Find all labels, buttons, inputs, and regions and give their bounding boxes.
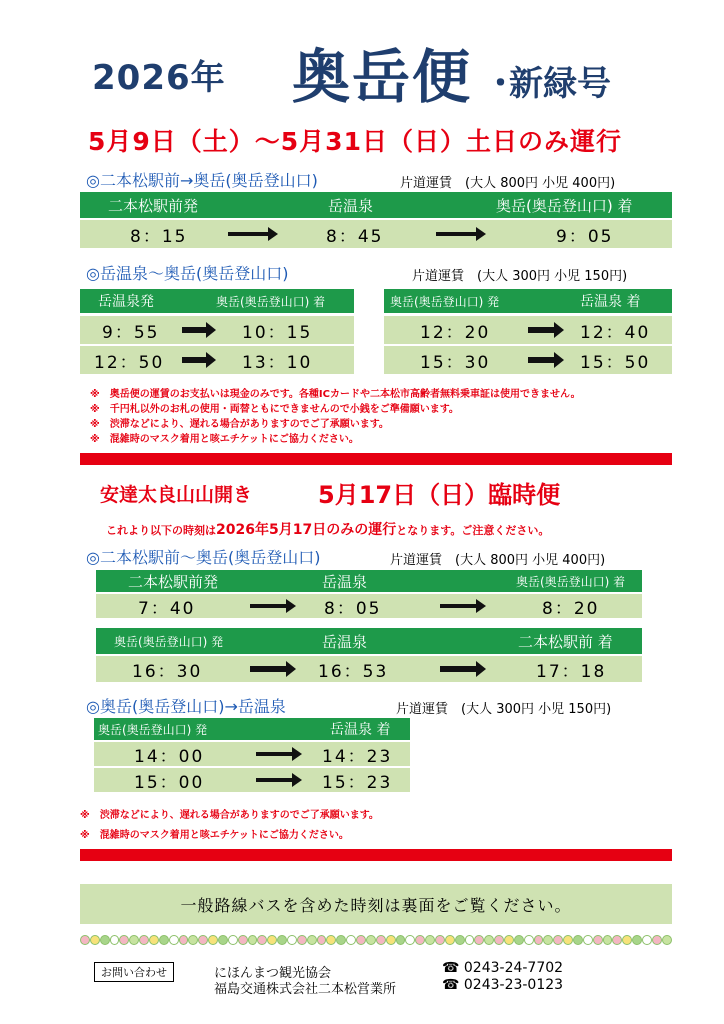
route3-h2-1: 岳温泉 <box>322 632 368 651</box>
route2-rh1: 岳温泉 着 <box>580 294 641 310</box>
flower-icon <box>622 935 632 945</box>
flower-icon <box>139 935 149 945</box>
route3-h1-1: 岳温泉 <box>322 572 368 591</box>
route4-title: ◎奥岳(奥岳登山口)→岳温泉 <box>86 697 286 716</box>
route4-r1-1: 15：23 <box>322 772 393 793</box>
flower-icon <box>376 935 386 945</box>
flower-icon <box>405 935 415 945</box>
flower-icon <box>425 935 435 945</box>
flower-icon <box>573 935 583 945</box>
route3-header-2 <box>96 628 642 654</box>
flower-icon <box>632 935 642 945</box>
flower-icon <box>386 935 396 945</box>
route3-r1-2: 8：20 <box>542 598 600 619</box>
flower-icon <box>445 935 455 945</box>
flower-icon <box>484 935 494 945</box>
flower-icon <box>198 935 208 945</box>
flower-icon <box>326 935 336 945</box>
arrow-icon <box>436 232 478 236</box>
flower-icon <box>346 935 356 945</box>
arrow-icon <box>182 357 208 363</box>
route3-r2-1: 16：53 <box>318 661 389 682</box>
arrow-icon <box>182 327 208 333</box>
route3-h2-0: 奥岳(奥岳登山口) 発 <box>114 634 224 649</box>
flower-icon <box>642 935 652 945</box>
flower-icon <box>188 935 198 945</box>
flower-icon <box>307 935 317 945</box>
event-date: 5月17日（日）臨時便 <box>318 481 561 509</box>
arrow-icon <box>528 357 556 363</box>
flower-icon <box>652 935 662 945</box>
route2-r1-0: 15：30 <box>420 352 491 373</box>
run-period: 5月9日（土）～5月31日（日）土日のみ運行 <box>88 127 622 156</box>
route1-t1: 8：45 <box>326 226 384 247</box>
flower-icon <box>218 935 228 945</box>
flower-icon <box>149 935 159 945</box>
route4-r0-1: 14：23 <box>322 746 393 767</box>
flower-icon <box>277 935 287 945</box>
route3-r1-1: 8：05 <box>324 598 382 619</box>
route2-lh1: 奥岳(奥岳登山口) 着 <box>216 294 326 309</box>
route4-r1-0: 15：00 <box>134 772 205 793</box>
event-subtitle <box>106 519 549 539</box>
route2-r1-1: 15：50 <box>580 352 651 373</box>
flower-icon <box>159 935 169 945</box>
route4-r0-0: 14：00 <box>134 746 205 767</box>
route2-fare: 片道運賃 (大人 300円 小児 150円) <box>412 269 628 284</box>
inquiry-label: お問い合わせ <box>94 962 174 982</box>
flower-icon <box>119 935 129 945</box>
route3-r1-0: 7：40 <box>138 598 196 619</box>
see-back-banner: 一般路線バスを含めた時刻は裏面をご覧ください。 <box>80 884 672 924</box>
route3-title: ◎二本松駅前～奥岳(奥岳登山口) <box>86 548 321 567</box>
flower-icon <box>494 935 504 945</box>
flower-icon <box>90 935 100 945</box>
route1-t0: 8：15 <box>130 226 188 247</box>
event-sub-b: 2026年5月17日のみの運行 <box>216 522 397 538</box>
route2-title: ◎岳温泉～奥岳(奥岳登山口) <box>86 264 289 283</box>
route2-right-row-2 <box>384 346 672 374</box>
flower-icon <box>208 935 218 945</box>
route2-l1-0: 12：50 <box>94 352 165 373</box>
route1-t2: 9：05 <box>556 226 614 247</box>
route1-h0: 二本松駅前発 <box>108 196 199 215</box>
flower-icon <box>583 935 593 945</box>
flower-border-decoration <box>80 930 672 950</box>
flower-icon <box>524 935 534 945</box>
title-year: 2026年 <box>92 58 226 98</box>
route2-l0-1: 10：15 <box>242 322 313 343</box>
flower-icon <box>179 935 189 945</box>
route2-left-row-2 <box>80 346 354 374</box>
route2-l0-0: 9：55 <box>102 322 160 343</box>
tel-tourism: ☎ 0243-24-7702 <box>442 960 564 976</box>
flower-icon <box>80 935 90 945</box>
route3-row-2 <box>96 656 642 682</box>
flower-icon <box>336 935 346 945</box>
route2-right-header <box>384 289 672 313</box>
route2-l1-1: 13：10 <box>242 352 313 373</box>
flower-icon <box>455 935 465 945</box>
flower-icon <box>612 935 622 945</box>
org-bus: 福島交通株式会社二本松営業所 <box>214 982 397 997</box>
title-main: 奥岳便 <box>292 43 473 111</box>
route2-lh0: 岳温泉発 <box>98 294 154 310</box>
flower-icon <box>238 935 248 945</box>
route1-header-row <box>80 192 672 218</box>
flower-icon <box>563 935 573 945</box>
arrow-icon <box>250 604 288 608</box>
flower-icon <box>248 935 258 945</box>
flower-icon <box>534 935 544 945</box>
flower-icon <box>356 935 366 945</box>
flower-icon <box>603 935 613 945</box>
note1-0: ※ 奥岳便の運賃のお支払いは現金のみです。各種ICカードや二本松市高齢者無料乗車証は使用できません。 <box>90 389 581 400</box>
arrow-icon <box>250 666 288 672</box>
route3-h1-0: 二本松駅前発 <box>128 572 219 591</box>
arrow-icon <box>256 778 294 782</box>
event-sub-c: となります。ご注意ください。 <box>396 524 550 537</box>
note1-2: ※ 渋滞などにより、遅れる場合がありますのでご了承願います。 <box>90 419 389 430</box>
flower-icon <box>110 935 120 945</box>
org-tourism: にほんまつ観光協会 <box>214 966 332 981</box>
flower-icon <box>662 935 672 945</box>
route4-h1: 岳温泉 着 <box>330 722 391 738</box>
title-sub: ･新緑号 <box>492 64 611 104</box>
flower-icon <box>317 935 327 945</box>
route3-h1-2: 奥岳(奥岳登山口) 着 <box>516 574 626 589</box>
event-sub-a: これより以下の時刻は <box>106 524 216 537</box>
flower-icon <box>257 935 267 945</box>
flower-icon <box>396 935 406 945</box>
flower-icon <box>435 935 445 945</box>
route4-fare: 片道運賃 (大人 300円 小児 150円) <box>396 702 612 717</box>
route2-right-row-1 <box>384 316 672 344</box>
route3-fare: 片道運賃 (大人 800円 小児 400円) <box>390 553 606 568</box>
route1-title: ◎二本松駅前→奥岳(奥岳登山口) <box>86 171 318 190</box>
route2-rh0: 奥岳(奥岳登山口) 発 <box>390 294 500 309</box>
note1-3: ※ 混雑時のマスク着用と咳エチケットにご協力ください。 <box>90 434 359 445</box>
flower-icon <box>474 935 484 945</box>
divider-red-2 <box>80 849 672 861</box>
note2-0: ※ 渋滞などにより、遅れる場合がありますのでご了承願います。 <box>80 810 379 821</box>
route3-header-1 <box>96 570 642 592</box>
tel-bus: ☎ 0243-23-0123 <box>442 977 564 993</box>
route2-left-header <box>80 289 354 313</box>
route3-r2-2: 17：18 <box>536 661 607 682</box>
arrow-icon <box>440 666 478 672</box>
flower-icon <box>228 935 238 945</box>
arrow-icon <box>256 752 294 756</box>
route3-row-1 <box>96 594 642 618</box>
route2-left-row-1 <box>80 316 354 344</box>
flower-icon <box>543 935 553 945</box>
flower-icon <box>287 935 297 945</box>
note2-1: ※ 混雑時のマスク着用と咳エチケットにご協力ください。 <box>80 830 349 841</box>
event-title: 安達太良山山開き <box>100 484 253 506</box>
note1-1: ※ 千円札以外のお札の使用・両替ともにできませんので小銭をご準備願います。 <box>90 404 459 415</box>
flower-icon <box>593 935 603 945</box>
route1-h2: 奥岳(奥岳登山口) 着 <box>496 196 633 215</box>
divider-red <box>80 453 672 465</box>
flower-icon <box>366 935 376 945</box>
route3-r2-0: 16：30 <box>132 661 203 682</box>
arrow-icon <box>228 232 270 236</box>
route4-row-1 <box>94 742 410 766</box>
route4-row-2 <box>94 768 410 792</box>
flower-icon <box>514 935 524 945</box>
flower-icon <box>169 935 179 945</box>
flower-icon <box>415 935 425 945</box>
route1-time-row <box>80 220 672 248</box>
route2-r0-1: 12：40 <box>580 322 651 343</box>
flower-icon <box>465 935 475 945</box>
flower-icon <box>129 935 139 945</box>
flower-icon <box>504 935 514 945</box>
flower-icon <box>100 935 110 945</box>
flower-icon <box>553 935 563 945</box>
flower-icon <box>267 935 277 945</box>
route1-fare: 片道運賃 (大人 800円 小児 400円) <box>400 176 616 191</box>
route4-h0: 奥岳(奥岳登山口) 発 <box>98 722 208 737</box>
route3-h2-2: 二本松駅前 着 <box>518 632 613 651</box>
route1-h1: 岳温泉 <box>328 196 374 215</box>
route2-r0-0: 12：20 <box>420 322 491 343</box>
arrow-icon <box>528 327 556 333</box>
flower-icon <box>297 935 307 945</box>
arrow-icon <box>440 604 478 608</box>
route4-header <box>94 718 410 740</box>
